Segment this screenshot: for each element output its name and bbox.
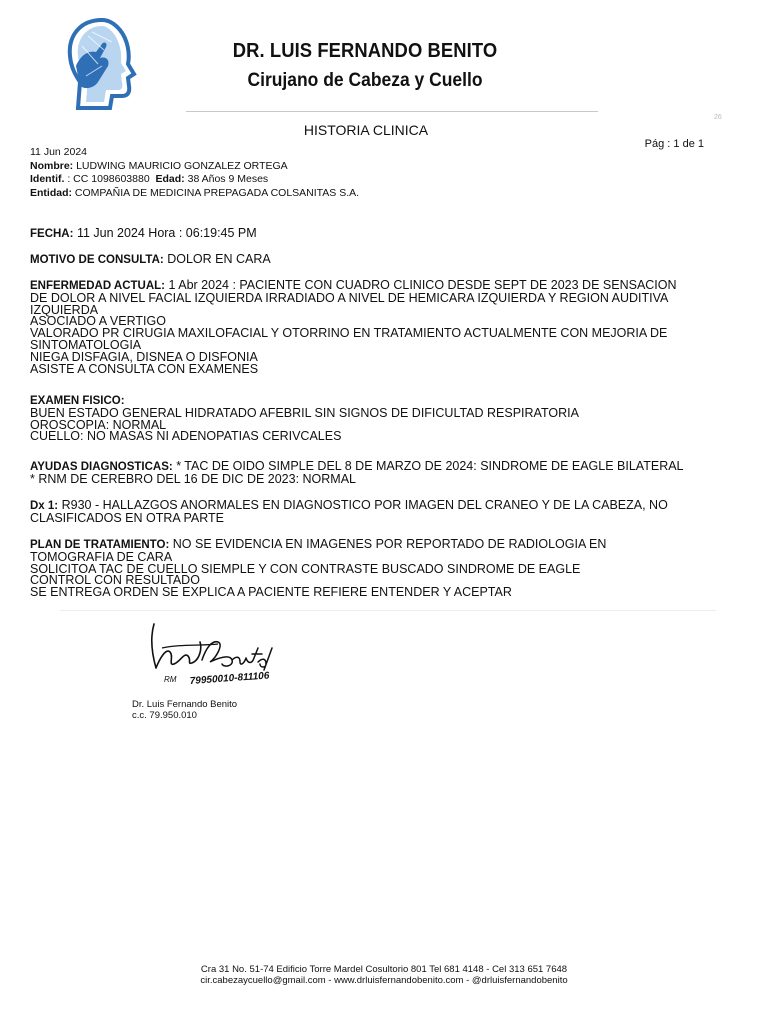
examen-line-1: OROSCOPIA: NORMAL <box>30 417 167 432</box>
patient-id-label: Identif. <box>30 173 65 185</box>
doctor-specialty: Cirujano de Cabeza y Cuello <box>247 70 483 91</box>
signer-name: Dr. Luis Fernando Benito <box>132 699 238 710</box>
signature-divider <box>60 610 716 611</box>
fecha-label: FECHA: <box>30 228 74 240</box>
examen-line-0: BUEN ESTADO GENERAL HIDRATADO AFEBRIL SIN SIGNOS DE DIFICULTAD RESPIRATORIA <box>30 405 579 420</box>
plan-line-4: SE ENTREGA ORDEN SE EXPLICA A PACIENTE REFIERE ENTENDER Y ACEPTAR <box>30 585 512 600</box>
enfermedad-line-1: DE DOLOR A NIVEL FACIAL IZQUIERDA IRRADIADO A NIVEL DE HEMICARA IZQUIERDA Y REGION AUDITIVA <box>30 290 669 305</box>
patient-id: : CC 1098603880 <box>67 173 150 185</box>
enfermedad-line-7: ASISTE A CONSULTA CON EXAMENES <box>30 361 259 376</box>
signer-id: c.c. 79.950.010 <box>132 710 197 721</box>
fecha-row <box>30 228 730 241</box>
patient-age-label: Edad: <box>155 173 185 185</box>
plan-line-1: TOMOGRAFIA DE CARA <box>30 549 173 564</box>
patient-age: 38 Años 9 Meses <box>187 173 269 185</box>
dx-section <box>30 500 730 525</box>
dx-text: R930 - HALLAZGOS ANORMALES EN DIAGNOSTICO POR IMAGEN DEL CRANEO Y DE LA CABEZA, NO <box>61 498 668 512</box>
enfermedad-line-4: VALORADO PR CIRUGIA MAXILOFACIAL Y OTORRINO EN TRATAMIENTO ACTUALMENTE CON MEJORIA DE <box>30 326 668 341</box>
doctor-name: DR. LUIS FERNANDO BENITO <box>232 40 498 62</box>
ayudas-line-1: * RNM DE CEREBRO DEL 16 DE DIC DE 2023: NORMAL <box>30 471 357 486</box>
enfermedad-line-3: ASOCIADO A VERTIGO <box>30 314 166 329</box>
clinic-logo-icon <box>58 16 142 112</box>
enfermedad-section <box>30 280 730 375</box>
footer-contact: cir.cabezaycuello@gmail.com - www.drluisfernandobenito.com - @drluisfernandobenito <box>200 975 568 986</box>
motivo-row <box>30 254 730 267</box>
patient-entity: COMPAÑIA DE MEDICINA PREPAGADA COLSANITAS S.A. <box>74 187 360 199</box>
ayudas-section <box>30 461 730 486</box>
svg-text:79950010-811106: 79950010-811106 <box>189 670 270 687</box>
enfermedad-line-6: NIEGA DISFAGIA, DISNEA O DISFONIA <box>30 349 258 364</box>
footer-address: Cra 31 No. 51-74 Edificio Torre Mardel Cosultorio 801 Tel 681 4148 - Cel 313 651 7648 <box>200 964 568 975</box>
fecha-value: 11 Jun 2024 Hora : 06:19:45 PM <box>76 226 257 240</box>
examen-section <box>30 396 730 443</box>
enfermedad-line-2: IZQUIERDA <box>30 302 99 317</box>
dx-label: Dx 1: <box>30 500 59 512</box>
svg-text:RM: RM <box>164 675 177 684</box>
document-date: 11 Jun 2024 <box>30 146 88 158</box>
plan-text: NO SE EVIDENCIA EN IMAGENES POR REPORTADO DE RADIOLOGIA EN <box>172 537 607 551</box>
signer-block <box>132 699 237 721</box>
ayudas-text: * TAC DE OIDO SIMPLE DEL 8 DE MARZO DE 2024: SINDROME DE EAGLE BILATERAL <box>176 459 684 473</box>
dx-line-1: CLASIFICADOS EN OTRA PARTE <box>30 510 225 525</box>
section-title: HISTORIA CLINICA <box>303 122 429 138</box>
enfermedad-label: ENFERMEDAD ACTUAL: <box>30 280 166 292</box>
plan-line-3: CONTROL CON RESULTADO <box>30 573 200 588</box>
enfermedad-line-5: SINTOMATOLOGIA <box>30 337 142 352</box>
handwritten-signature-icon <box>140 618 300 698</box>
header-divider <box>186 111 598 112</box>
document-code: 26 <box>714 114 722 121</box>
enfermedad-text: 1 Abr 2024 : PACIENTE CON CUADRO CLINICO DESDE SEPT DE 2023 DE SENSACION <box>168 278 677 292</box>
motivo-value: DOLOR EN CARA <box>167 252 271 266</box>
plan-line-2: SOLICITOA TAC DE CUELLO SIEMPLE Y CON CONTRASTE BUSCADO SINDROME DE EAGLE <box>30 561 581 576</box>
patient-entity-label: Entidad: <box>30 187 72 199</box>
patient-name-label: Nombre: <box>30 160 74 172</box>
motivo-label: MOTIVO DE CONSULTA: <box>30 254 164 266</box>
ayudas-label: AYUDAS DIAGNOSTICAS: <box>30 461 173 473</box>
examen-line-2: CUELLO: NO MASAS NI ADENOPATIAS CERIVCALES <box>30 429 342 444</box>
patient-id-row <box>30 173 268 185</box>
examen-label: EXAMEN FISICO: <box>30 395 125 407</box>
patient-name: LUDWING MAURICIO GONZALEZ ORTEGA <box>76 160 288 172</box>
patient-entity-row <box>30 187 359 199</box>
plan-section <box>30 539 730 599</box>
patient-name-row <box>30 160 288 172</box>
page-number: Pág : 1 de 1 <box>644 138 704 150</box>
plan-label: PLAN DE TRATAMIENTO: <box>30 539 170 551</box>
